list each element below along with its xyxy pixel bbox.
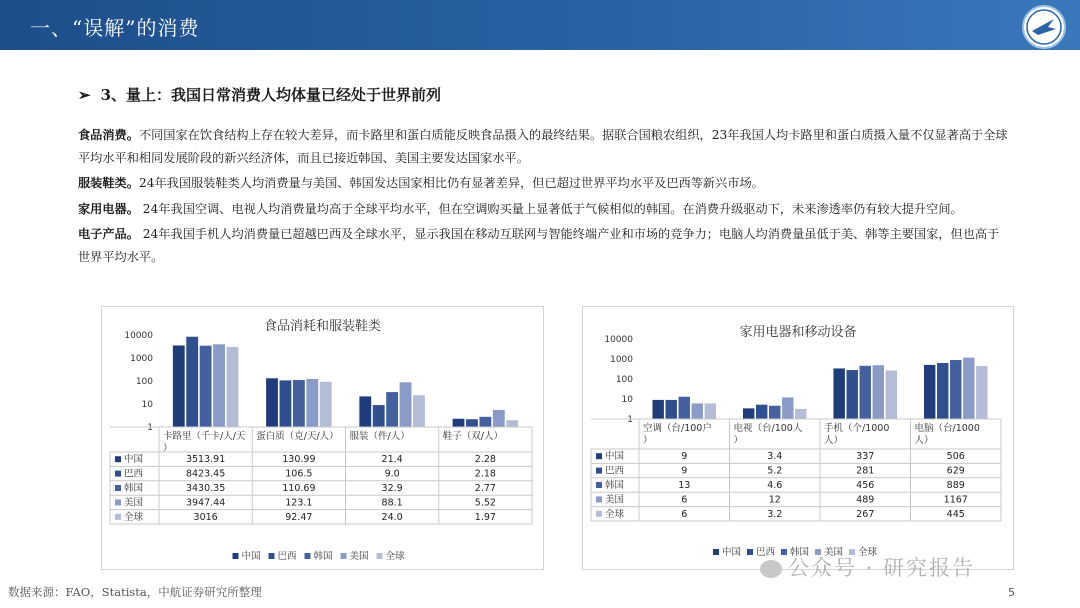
paragraph-label: 食品消费。 — [78, 128, 139, 142]
y-tick-label: 1000 — [610, 355, 633, 365]
series-name: 中国 — [124, 454, 144, 466]
bar — [769, 406, 780, 419]
series-name: 巴西 — [124, 468, 144, 480]
y-tick-label: 1 — [627, 415, 633, 425]
legend-key — [596, 468, 602, 474]
section-subtitle — [78, 84, 441, 105]
data-label: 5.2 — [767, 465, 783, 477]
legend-key — [115, 471, 121, 477]
legend-key — [115, 456, 121, 462]
paragraph-label: 家用电器。 — [78, 201, 139, 216]
data-label: 3.2 — [767, 508, 783, 520]
bar — [924, 365, 935, 419]
legend-label: 中国 — [241, 551, 261, 562]
data-label: 92.47 — [285, 511, 313, 523]
data-label: 337 — [856, 451, 875, 463]
legend-swatch — [305, 553, 311, 559]
data-label: 12 — [768, 494, 781, 506]
data-label: 629 — [946, 465, 965, 477]
bar — [963, 358, 974, 419]
paragraph-food — [78, 124, 1008, 169]
bar — [833, 368, 844, 419]
category-label-line: 空调（台/100户 — [643, 423, 712, 434]
data-label: 21.4 — [381, 454, 403, 466]
data-label: 267 — [856, 508, 875, 520]
category-label-line: 蛋白质（克/天/人） — [256, 431, 339, 442]
legend-label: 中国 — [722, 547, 742, 558]
y-tick-label: 1000 — [130, 354, 153, 364]
bar — [306, 379, 318, 427]
bar — [186, 337, 198, 427]
chart-panel-food-clothing — [101, 306, 544, 570]
data-label: 456 — [856, 480, 875, 491]
bar — [413, 395, 425, 427]
bar — [652, 400, 663, 419]
series-name: 韩国 — [124, 483, 144, 494]
bar — [400, 382, 412, 427]
category-label-line: 手机（个/1000 — [824, 423, 890, 434]
legend-swatch — [747, 549, 753, 555]
legend-key — [115, 499, 121, 505]
category-label-line: ） — [163, 443, 173, 454]
data-label: 889 — [946, 480, 965, 491]
category-label — [443, 430, 503, 442]
paragraph-electronics — [78, 223, 1008, 268]
category-label — [824, 422, 889, 446]
data-label: 489 — [856, 494, 875, 506]
legend-label: 韩国 — [313, 551, 333, 562]
y-tick-label: 10000 — [604, 335, 633, 345]
category-label — [643, 422, 712, 446]
bar — [373, 405, 385, 427]
legend-key — [596, 453, 602, 459]
category-label-line: 人） — [824, 435, 844, 446]
series-name: 中国 — [605, 451, 625, 463]
category-label-line: 人） — [914, 435, 934, 446]
bar — [453, 419, 465, 427]
body-text — [78, 124, 1008, 271]
legend-key — [596, 511, 602, 517]
bar — [756, 405, 767, 419]
data-label: 110.69 — [282, 483, 316, 494]
legend-key — [115, 514, 121, 520]
bar — [359, 396, 371, 427]
legend-swatch — [269, 553, 275, 559]
data-label: 5.52 — [474, 497, 496, 509]
series-name: 韩国 — [605, 480, 625, 491]
legend-label: 美国 — [824, 547, 844, 558]
category-label — [163, 430, 246, 454]
y-tick-label: 10 — [621, 395, 633, 405]
data-label: 3016 — [193, 511, 218, 523]
data-label: 445 — [946, 508, 965, 520]
category-label-line: 卡路里（千卡/人/天 — [163, 431, 246, 442]
chart-appliances-devices — [583, 307, 1013, 569]
category-label-line: 电视（台/100人 — [733, 423, 803, 434]
legend-swatch — [233, 553, 239, 559]
category-label-line: ） — [733, 435, 744, 446]
bar — [666, 400, 677, 419]
watermark — [760, 552, 975, 582]
data-label: 9.0 — [384, 468, 400, 480]
legend-swatch — [377, 553, 383, 559]
y-tick-label: 10 — [141, 400, 153, 410]
paragraph-clothing — [78, 172, 1008, 195]
y-tick-label: 100 — [135, 377, 153, 387]
arrow-icon: ➢ — [78, 86, 91, 104]
bar — [386, 392, 398, 427]
legend-label: 韩国 — [790, 547, 810, 558]
bar — [280, 380, 292, 427]
bar — [466, 419, 478, 427]
data-label: 32.9 — [381, 483, 403, 494]
data-label: 6 — [681, 508, 688, 520]
data-label: 88.1 — [381, 497, 403, 509]
data-label: 281 — [856, 465, 875, 477]
wechat-icon — [760, 560, 782, 578]
data-label: 106.5 — [285, 468, 313, 480]
legend-key — [596, 496, 602, 502]
paragraph-label: 电子产品。 — [78, 227, 139, 241]
company-logo-icon — [1022, 5, 1066, 49]
category-label-line: 服装（件/人） — [349, 431, 410, 442]
bar — [293, 380, 305, 427]
data-label: 4.6 — [767, 480, 783, 491]
category-label-line: ） — [643, 435, 653, 446]
data-label: 123.1 — [285, 497, 313, 509]
bar — [873, 365, 884, 419]
category-label-line: 电脑（台/1000 — [914, 423, 980, 434]
header-bar — [0, 0, 1080, 50]
data-label: 3513.91 — [185, 454, 226, 466]
bar — [705, 403, 716, 419]
bar — [227, 347, 239, 427]
y-tick-label: 10000 — [124, 331, 153, 341]
legend-label: 巴西 — [756, 547, 776, 558]
y-tick-label: 1 — [147, 423, 153, 433]
bar — [950, 360, 961, 419]
legend-key — [115, 485, 121, 491]
paragraph-body: 24年我国服装鞋类人均消费量与美国、韩国发达国家相比仍有显著差异，但已超过世界平均水平及巴西等新兴市场。 — [138, 176, 764, 190]
bar — [266, 378, 278, 427]
legend-label: 全球 — [858, 547, 878, 558]
data-label: 506 — [946, 451, 965, 463]
legend-label: 巴西 — [277, 551, 297, 562]
paragraph-body: 24年我国手机人均消费量已超越巴西及全球水平，显示我国在移动互联网与智能终端产业和市场的竞争力；电脑人均消费量虽低于美、韩等主要国家，但也高于世界平均水平。 — [78, 227, 1000, 264]
legend-swatch — [713, 549, 719, 555]
data-label: 24.0 — [381, 511, 403, 523]
data-label: 9 — [681, 451, 688, 463]
watermark-text: 公众号 · 研究报告 — [788, 556, 976, 580]
bar — [743, 408, 754, 419]
y-tick-label: 100 — [615, 375, 633, 385]
data-label: 1167 — [943, 494, 968, 506]
data-label: 2.28 — [474, 454, 496, 466]
bar — [937, 363, 948, 419]
legend-label: 美国 — [349, 551, 369, 562]
data-label: 8423.45 — [185, 468, 226, 480]
bar — [479, 417, 491, 427]
paragraph-label: 服装鞋类。 — [78, 176, 139, 190]
data-label: 13 — [678, 480, 691, 491]
page-title: 一、“误解”的消费 — [30, 16, 200, 40]
data-label: 3.4 — [767, 451, 783, 463]
bar — [506, 420, 518, 427]
bar — [200, 346, 212, 427]
category-label — [915, 422, 980, 446]
data-source-note: 数据来源：FAO，Statista，中航证券研究所整理 — [8, 585, 262, 599]
data-label: 1.97 — [474, 511, 496, 523]
bar — [976, 366, 987, 419]
bar — [213, 344, 225, 427]
bar — [847, 370, 858, 419]
chart-food-clothing — [102, 307, 543, 569]
chart-panel-appliances-devices — [582, 306, 1014, 570]
series-name: 全球 — [605, 508, 625, 520]
bar — [679, 397, 690, 419]
data-label: 6 — [681, 494, 688, 506]
paragraph-appliances — [78, 198, 1008, 221]
bar — [173, 345, 185, 427]
legend-label: 全球 — [385, 551, 405, 562]
data-label: 9 — [681, 465, 688, 477]
bar — [886, 370, 897, 419]
paragraph-body: 不同国家在饮食结构上存在较大差异，而卡路里和蛋白质能反映食品摄入的最终结果。据联合国粮农组织，23年我国人均卡路里和蛋白质摄入量不仅显著高于全球平均水平和相同发展阶段的新兴经济体，而且已接近韩国、美国主要发达国家水平。 — [78, 128, 1008, 165]
data-label: 2.18 — [474, 468, 496, 480]
legend-key — [596, 482, 602, 488]
bar — [493, 410, 505, 427]
series-name: 全球 — [124, 511, 144, 523]
category-label — [256, 430, 338, 442]
bar — [860, 366, 871, 419]
paragraph-body: 24年我国空调、电视人均消费量均高于全球平均水平，但在空调购买量上显著低于气候相似的韩国。在消费升级驱动下，未来渗透率仍有较大提升空间。 — [138, 201, 963, 216]
category-label — [350, 430, 410, 442]
data-label: 2.77 — [474, 483, 496, 494]
chart-title: 食品消耗和服装鞋类 — [263, 319, 381, 334]
data-label: 130.99 — [282, 454, 316, 466]
category-label — [734, 422, 803, 446]
series-name: 美国 — [605, 494, 625, 506]
series-name: 巴西 — [605, 465, 625, 477]
data-label: 3430.35 — [185, 483, 226, 494]
page-number: 5 — [1008, 586, 1015, 599]
bar — [320, 382, 332, 427]
bar — [795, 409, 806, 419]
data-label: 3947.44 — [185, 497, 226, 509]
legend-swatch — [341, 553, 347, 559]
category-label-line: 鞋子（双/人） — [442, 431, 503, 442]
bar — [692, 403, 703, 419]
subtitle-text: 3、量上：我国日常消费人均体量已经处于世界前列 — [100, 86, 442, 104]
series-name: 美国 — [124, 497, 144, 509]
chart-title: 家用电器和移动设备 — [739, 325, 857, 340]
bar — [782, 397, 793, 419]
